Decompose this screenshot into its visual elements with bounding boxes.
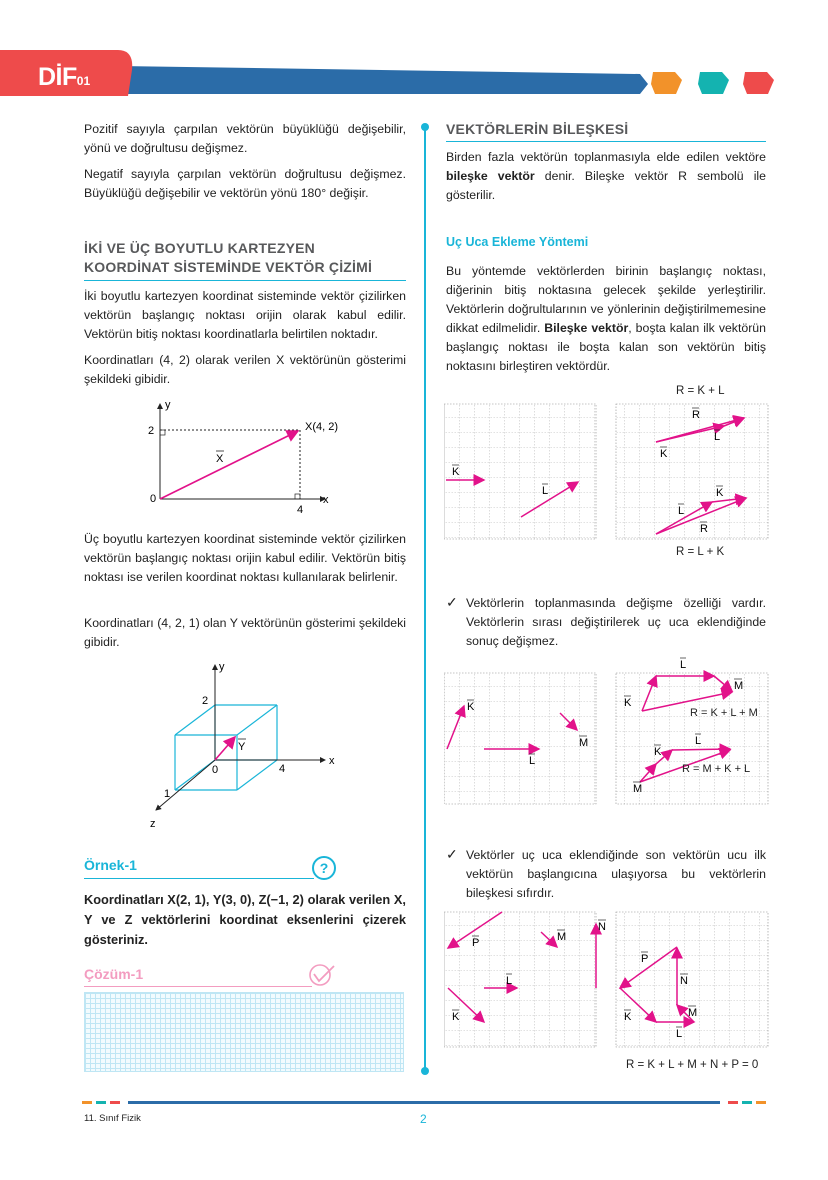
label-four3: 4 [279,763,286,775]
footer-bar [80,1096,770,1108]
label-vec-x: X [216,453,224,465]
label-z3: z [150,818,156,830]
header-shape [0,0,828,110]
label-two: 2 [148,425,155,437]
check-mark-1: ✓ [446,594,458,610]
figure-2d-coordinate [140,396,350,516]
footer-book-title: 11. Sınıf Fizik [84,1113,141,1124]
right-paragraph-1: Birden fazla vektörün toplanmasıyla elde edilen vektöre bileşke vektör denir. Bileşke vektör R sembolü ile gösterilir. [446,150,766,202]
svg-text:K: K [452,1011,460,1023]
heading-underline [84,280,406,281]
left-paragraph-5: Üç boyutlu kartezyen koordinat sisteminde vektör çizilirken vektörün başlangıç noktası orijin kabul edilir. Vektörün bitiş noktası ise verilen koordinat noktası kullanılarak belirlenir. [84,532,406,584]
vector-l-d [672,749,730,750]
check-mark-2: ✓ [446,846,458,862]
divider-dot-top [421,123,429,131]
svg-text:L: L [529,755,536,767]
svg-text:N: N [680,975,688,987]
label-vec-y: Y [238,741,246,753]
ornek-question: Koordinatları X(2, 1), Y(3, 0), Z(−1, 2) olarak verilen X, Y ve Z vektörlerini koordinat eksenlerini çizerek gösteriniz. [84,892,406,947]
svg-text:L: L [506,975,513,987]
svg-text:P: P [641,953,649,965]
svg-text:M: M [633,783,643,795]
svg-text:L: L [678,505,685,517]
subheading-uc-uca: Uç Uca Ekleme Yöntemi [446,235,589,249]
corner-mark-x [295,494,300,499]
equation-zero: R = K + L + M + N + P = 0 [626,1059,759,1071]
svg-text:N: N [598,921,606,933]
right-paragraph-3: Vektörlerin toplanmasında değişme özelliği vardır. Vektörlerin sırası değiştirilerek uç uca eklendiğinde sonuç değişmez. [466,596,766,648]
svg-text:L: L [695,735,702,747]
svg-text:R: R [692,409,700,421]
svg-text:M: M [734,680,744,692]
left-paragraph-6: Koordinatları (4, 2, 1) olan Y vektörünün gösterimi şekildeki gibidir. [84,616,406,649]
heading-underline-right [446,141,766,142]
label-y3: y [219,661,225,673]
label-two3: 2 [202,695,209,707]
equation-r-m-k-l: R = M + K + L [682,763,751,775]
svg-text:L: L [680,659,687,671]
vector-x [160,431,298,499]
equation-r-l-k: R = L + K [676,546,725,558]
svg-text:K: K [624,1011,632,1023]
left-paragraph-2: Negatif sayıyla çarpılan vektörün doğrultusu değişmez. Büyüklüğü değişebilir ve vektörün yönü 180° değişir. [84,167,406,200]
figure-uc-uca-1 [444,402,770,542]
svg-text:K: K [452,466,460,478]
svg-text:K: K [660,448,668,460]
svg-text:M: M [557,931,567,943]
left-paragraph-3: İki boyutlu kartezyen koordinat sisteminde vektör çizilirken vektörün başlangıç noktası orijin olarak kabul edilir. Vektörün bitiş noktası koordinatlarla belirtilen noktadır. [84,289,406,341]
cozum-title: Çözüm-1 [84,966,144,982]
label-x3: x [329,755,335,767]
svg-text:L: L [542,485,549,497]
corner-mark-y [160,430,165,435]
ornek-underline [84,878,314,879]
check-circle-icon [308,962,340,988]
svg-text:L: L [676,1028,683,1040]
label-four: 4 [297,504,304,516]
header-bar [0,0,828,110]
label-point: X(4, 2) [305,421,339,433]
z-axis-3d [156,760,215,810]
section-heading-kartezyen: İKİ VE ÜÇ BOYUTLU KARTEZYEN KOORDİNAT SİSTEMİNDE VEKTÖR ÇİZİMİ [84,240,373,275]
left-paragraph-4: Koordinatları (4, 2) olarak verilen X vektörünün gösterimi şekildeki gibidir. [84,353,406,386]
figure-sifir-bileske [444,910,770,1050]
svg-text:K: K [654,746,662,758]
section-heading-bileske: VEKTÖRLERİN BİLEŞKESİ [446,121,629,137]
question-icon: ? [312,856,336,880]
equation-r-k-l: R = K + L [676,385,725,397]
label-x: x [323,494,329,506]
label-zero3: 0 [212,764,219,776]
svg-text:R: R [700,523,708,535]
page-number: 2 [420,1112,427,1126]
equation-r-k-l-m: R = K + L + M [690,707,758,719]
label-zero: 0 [150,493,157,505]
label-one3: 1 [164,788,171,800]
logo: DİF01 [38,63,91,91]
svg-text:K: K [716,487,724,499]
svg-text:K: K [624,697,632,709]
left-paragraph-1: Pozitif sayıyla çarpılan vektörün büyüklüğü değişebilir, yönü ve doğrultusu değişmez. [84,122,406,155]
ornek-title: Örnek-1 [84,857,137,873]
label-y: y [165,399,171,411]
svg-text:L: L [714,431,721,443]
answer-grid[interactable] [84,992,404,1072]
divider-dot-bottom [421,1067,429,1075]
column-divider [424,126,426,1072]
svg-text:M: M [579,737,589,749]
figure-uc-uca-2 [444,656,770,806]
cozum-underline [84,986,312,987]
vector-y [215,737,235,760]
right-paragraph-4: Vektörler uç uca eklendiğinde son vektörün ucu ilk vektörün başlangıcına ulaşıyorsa bu vektörlerin bileşkesi sıfırdır. [466,848,766,900]
svg-text:P: P [472,937,480,949]
figure-3d-coordinate [140,655,350,830]
svg-text:M: M [688,1007,698,1019]
right-paragraph-2: Bu yöntemde vektörlerden birinin başlangıç noktası, diğerinin bitiş noktasına gelecek şekilde yerleştirilir. Vektörlerin doğrultularının ve yönlerinin değiştirilmemesine dikkat edilmelidir. Bileşke vektör, boşta kalan ilk vektörün başlangıç noktası ile boşta kalan son vektörün bitiş noktasını birleştiren vektördür. [446,264,766,373]
svg-text:K: K [467,701,475,713]
